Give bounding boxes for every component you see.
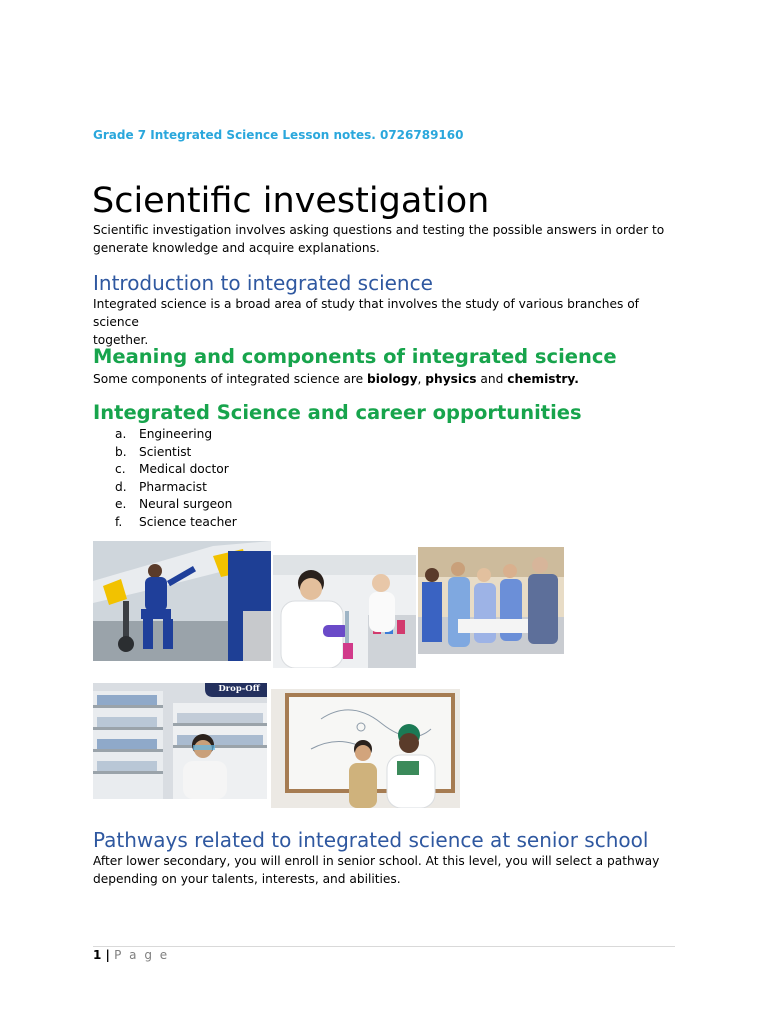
intro-line-2: generate knowledge and acquire explanations.: [93, 241, 380, 255]
list-marker: c.: [115, 462, 126, 476]
footer-separator: |: [101, 948, 115, 962]
list-item: [115, 496, 237, 514]
page-label: P a g e: [114, 948, 170, 962]
pharmacy-image: [93, 683, 267, 799]
meaning-paragraph: [93, 370, 673, 388]
separator: and: [476, 372, 508, 386]
list-label: Science teacher: [139, 514, 237, 529]
introduction-line-2: together.: [93, 333, 149, 347]
heading-pathways: Pathways related to integrated science at senior school: [93, 828, 649, 852]
list-label: Engineering: [139, 427, 213, 441]
list-label: Pharmacist: [139, 479, 207, 494]
list-label: Scientist: [139, 444, 192, 459]
page-title: Scientific investigation: [92, 181, 490, 221]
list-item: [115, 479, 237, 497]
pathways-paragraph: [93, 852, 673, 888]
component-chemistry: chemistry.: [507, 372, 579, 386]
pathways-line-2: depending on your talents, interests, and abilities.: [93, 872, 401, 886]
list-item: [115, 426, 237, 444]
introduction-line-1: Integrated science is a broad area of study that involves the study of various branches of science: [93, 297, 639, 329]
heading-careers: Integrated Science and career opportunities: [93, 401, 582, 424]
science-teacher-photo: [271, 689, 460, 808]
career-list: [115, 426, 237, 531]
medical-doctor-photo: [418, 547, 564, 654]
scientist-image: [273, 555, 416, 668]
list-item: [115, 444, 237, 462]
list-marker: d.: [115, 479, 127, 494]
page-footer: [93, 948, 169, 962]
introduction-paragraph: [93, 295, 673, 349]
component-biology: biology: [367, 372, 418, 386]
intro-line-1: Scientific investigation involves asking questions and testing the possible answers in order to: [93, 223, 665, 237]
list-marker: e.: [115, 497, 127, 511]
document-header: Grade 7 Integrated Science Lesson notes. 0726789160: [93, 128, 464, 142]
list-label: Neural surgeon: [139, 497, 233, 511]
drop-off-sign: Drop-Off: [218, 684, 260, 694]
list-marker: b.: [115, 444, 127, 459]
medical-team-image: [418, 547, 564, 654]
teacher-image: [271, 689, 460, 808]
heading-meaning: Meaning and components of integrated science: [93, 345, 617, 368]
list-item: [115, 514, 237, 532]
list-marker: a.: [115, 427, 127, 441]
intro-paragraph: [93, 221, 673, 257]
heading-introduction: Introduction to integrated science: [93, 271, 433, 295]
separator: ,: [417, 372, 426, 386]
page-number: 1: [93, 948, 102, 962]
pharmacist-photo: [93, 683, 267, 799]
component-physics: physics: [425, 372, 477, 386]
scientist-photo: [273, 555, 416, 668]
list-marker: f.: [115, 514, 123, 529]
pathways-line-1: After lower secondary, you will enroll in senior school. At this level, you will select a pathway: [93, 854, 660, 868]
footer-divider: [93, 946, 675, 947]
list-label: Medical doctor: [139, 462, 229, 476]
meaning-text: Some components of integrated science are: [93, 372, 368, 386]
engineer-photo: [93, 541, 271, 661]
list-item: [115, 461, 237, 479]
engineer-image: [93, 541, 271, 661]
